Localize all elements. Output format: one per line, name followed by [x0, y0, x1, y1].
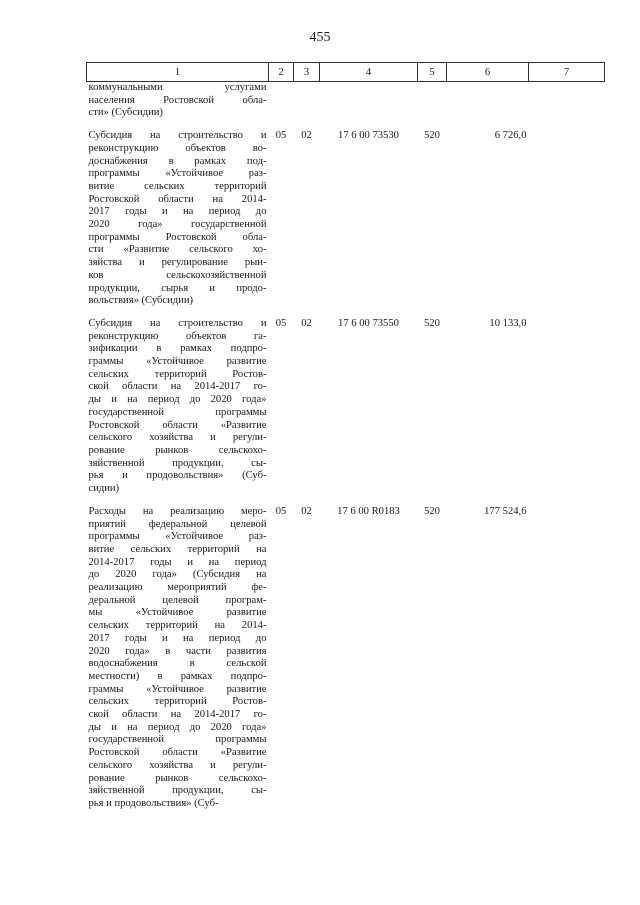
subsection-code [294, 82, 320, 121]
description-line: реконструкцию объектов во- [88, 142, 267, 154]
table-row [87, 82, 605, 121]
amount-value [447, 82, 529, 121]
description-line: сидии) [88, 483, 120, 495]
description-line: рование рынков сельскохо- [88, 772, 267, 784]
description-line: государственной программы [88, 406, 267, 418]
col-header-6: 6 [447, 63, 529, 82]
description-line: водоснабжения в сельской [88, 658, 267, 670]
table-row [87, 318, 605, 496]
subsection-code: 02 [301, 130, 312, 142]
spacer-cell [87, 308, 605, 318]
description-line: 2020 года» в части развития [88, 645, 267, 657]
description-line: зяйственной продукции, сы- [88, 457, 267, 469]
description-line: мы «Устойчивое развитие [88, 607, 267, 619]
row-description [87, 318, 269, 496]
target-article-code: 17 6 00 R0183 [337, 505, 400, 517]
description-line: витие сельских территорий [88, 180, 267, 192]
description-line: рья и продовольствия» (Суб- [88, 797, 219, 809]
column-7-value [529, 82, 605, 121]
section-code: 05 [275, 317, 287, 329]
table-row [87, 130, 605, 308]
column-7-value [529, 506, 605, 811]
column-7-value [529, 130, 605, 308]
description-line: населения Ростовской обла- [88, 94, 267, 106]
col-header-2: 2 [269, 63, 294, 82]
col-header-3: 3 [294, 63, 320, 82]
description-line: Расходы на реализацию меро- [88, 505, 267, 517]
row-description [87, 506, 269, 811]
description-line: продукции, сырья и продо- [88, 282, 267, 294]
expense-type-code: 520 [424, 505, 440, 517]
column-7-value [529, 318, 605, 496]
expense-type-code [418, 82, 447, 121]
description-line: 2017 годы и на период до [88, 206, 267, 218]
description-line: 2014-2017 годы и на период [88, 556, 267, 568]
budget-table [86, 62, 605, 811]
section-code: 05 [275, 130, 287, 142]
description-line: витие сельских территорий на [88, 543, 267, 555]
col-header-4: 4 [320, 63, 418, 82]
description-line: деральной целевой програм- [88, 594, 267, 606]
description-line: Субсидия на строительство и [88, 130, 267, 142]
target-article-code: 17 6 00 73550 [338, 317, 399, 329]
description-line: ды и на период до 2020 года» [88, 721, 267, 733]
description-line: программы «Устойчивое раз- [88, 168, 267, 180]
spacer-cell [87, 496, 605, 506]
description-line: Субсидия на строительство и [88, 317, 267, 329]
target-article-code: 17 6 00 73530 [338, 130, 399, 142]
description-line: ской области на 2014-2017 го- [88, 709, 267, 721]
amount-value: 10 133,0 [489, 317, 527, 329]
expense-type-code: 520 [424, 130, 440, 142]
column-number-header [87, 63, 605, 82]
description-line: реализацию мероприятий фе- [88, 582, 267, 594]
description-line: 2020 года» государственной [88, 219, 267, 231]
section-code: 05 [275, 505, 287, 517]
description-line: доснабжения в рамках под- [88, 155, 267, 167]
description-line: местности) в рамках подпро- [88, 670, 267, 682]
description-line: 2017 годы и на период до [88, 632, 267, 644]
description-line: сельского хозяйства и регули- [88, 759, 267, 771]
col-header-5: 5 [418, 63, 447, 82]
amount-value: 177 524,6 [484, 505, 527, 517]
row-spacer [87, 308, 605, 318]
expense-type-code: 520 [424, 317, 440, 329]
description-line: граммы «Устойчивое развитие [88, 683, 267, 695]
description-line: программы «Устойчивое раз- [88, 531, 267, 543]
row-description [87, 82, 269, 121]
description-line: ды и на период до 2020 года» [88, 394, 267, 406]
description-line: приятий федеральной целевой [88, 518, 267, 530]
amount-value: 6 726,0 [494, 130, 527, 142]
description-line: ской области на 2014-2017 го- [88, 381, 267, 393]
description-line: вольствия» (Субсидии) [88, 295, 194, 307]
description-line: государственной программы [88, 734, 267, 746]
section-code [269, 82, 294, 121]
col-header-7: 7 [529, 63, 605, 82]
description-line: рование рынков сельскохо- [88, 444, 267, 456]
description-line: сти «Развитие сельского хо- [88, 244, 267, 256]
description-line: Ростовской области «Развитие [88, 747, 267, 759]
row-spacer [87, 120, 605, 130]
target-article-code [320, 82, 418, 121]
description-line: сельского хозяйства и регули- [88, 432, 267, 444]
description-line: ков сельскохозяйственной [88, 269, 267, 281]
description-line: зификации в рамках подпро- [88, 343, 267, 355]
description-line: сельских территорий Ростов- [88, 696, 267, 708]
description-line: Ростовской области «Развитие [88, 419, 267, 431]
description-line: программы Ростовской обла- [88, 231, 267, 243]
spacer-cell [87, 120, 605, 130]
row-spacer [87, 496, 605, 506]
description-line: сти» (Субсидии) [88, 107, 163, 119]
row-description [87, 130, 269, 308]
subsection-code: 02 [301, 505, 312, 517]
page-number: 455 [309, 30, 331, 45]
col-header-1: 1 [87, 63, 269, 82]
subsection-code: 02 [301, 317, 312, 329]
description-line: реконструкцию объектов га- [88, 330, 267, 342]
description-line: рья и продовольствия» (Суб- [88, 470, 267, 482]
description-line: Ростовской области на 2014- [88, 193, 267, 205]
description-line: сельских территорий Ростов- [88, 368, 267, 380]
description-line: коммунальными услугами [88, 82, 267, 93]
description-line: зяйства и регулирование рын- [88, 257, 267, 269]
description-line: до 2020 года» (Субсидия на [88, 569, 267, 581]
description-line: граммы «Устойчивое развитие [88, 356, 267, 368]
description-line: зяйственной продукции, сы- [88, 785, 267, 797]
table-row [87, 506, 605, 811]
description-line: сельских территорий на 2014- [88, 620, 267, 632]
